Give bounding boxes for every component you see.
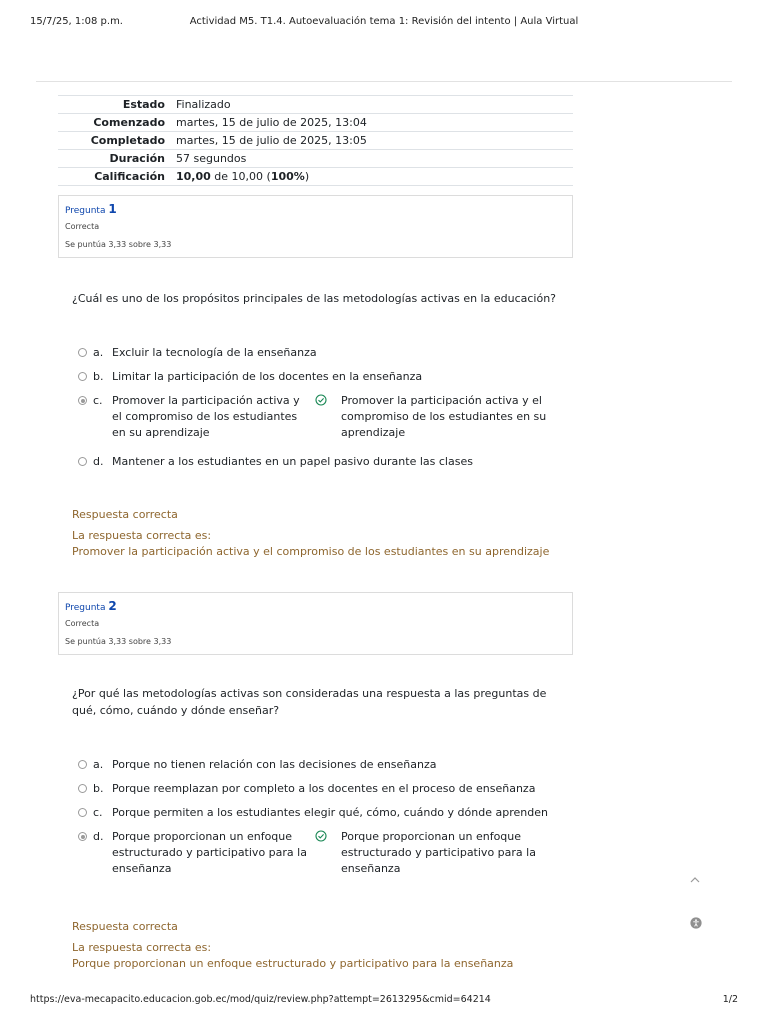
grade-end: ) <box>304 170 310 183</box>
grade-score: 10,00 <box>176 170 211 183</box>
option-feedback: Porque proporcionan un enfoque estructurado y participativo para la enseñanza <box>341 830 536 875</box>
answer-option[interactable] <box>78 454 558 470</box>
grade-percent: 100% <box>270 170 305 183</box>
question-number <box>65 202 117 216</box>
outcome-status: Respuesta correcta <box>72 508 178 521</box>
radio-button-checked[interactable] <box>78 832 87 841</box>
radio-button[interactable] <box>78 808 87 817</box>
print-date: 15/7/25, 1:08 p.m. <box>30 16 123 27</box>
answer-option[interactable] <box>78 805 558 821</box>
question-grade: Se puntúa 3,33 sobre 3,33 <box>65 637 172 646</box>
top-divider <box>36 81 732 82</box>
summary-value: martes, 15 de julio de 2025, 13:05 <box>176 134 367 147</box>
summary-row-completado <box>58 132 573 150</box>
grade-mid: de 10,00 ( <box>210 170 271 183</box>
option-text: Mantener a los estudiantes en un papel pasivo durante las clases <box>112 455 473 468</box>
question-state: Correcta <box>65 222 100 231</box>
option-letter: c. <box>93 806 103 819</box>
option-text: Porque permiten a los estudiantes elegir qué, cómo, cuándo y dónde aprenden <box>112 806 548 819</box>
answer-option-selected[interactable] <box>78 829 558 877</box>
chevron-up-icon[interactable] <box>688 873 702 887</box>
radio-button[interactable] <box>78 457 87 466</box>
question-number <box>65 599 117 613</box>
summary-label: Estado <box>122 98 165 111</box>
option-letter: b. <box>93 370 104 383</box>
question-label: Pregunta <box>65 603 106 613</box>
summary-row-calificacion <box>58 168 573 186</box>
right-answer-label: La respuesta correcta es: <box>72 529 212 542</box>
check-circle-icon <box>315 394 327 406</box>
option-letter: d. <box>93 455 104 468</box>
question-label: Pregunta <box>65 206 106 216</box>
option-letter: d. <box>93 830 104 843</box>
option-letter: b. <box>93 782 104 795</box>
print-page-number: 1/2 <box>722 994 738 1005</box>
summary-row-estado <box>58 96 573 114</box>
radio-button-checked[interactable] <box>78 396 87 405</box>
print-header <box>30 16 738 30</box>
question-state: Correcta <box>65 619 100 628</box>
right-answer: Promover la participación activa y el compromiso de los estudiantes en su aprendizaje <box>72 545 550 558</box>
accessibility-icon[interactable] <box>690 917 702 929</box>
question-number-value: 2 <box>108 599 117 613</box>
print-footer <box>30 994 738 1008</box>
summary-value <box>175 168 573 186</box>
question-number-value: 1 <box>108 202 117 216</box>
attempt-summary-table <box>58 95 573 186</box>
question-outcome <box>72 507 592 560</box>
question-text: ¿Por qué las metodologías activas son consideradas una respuesta a las preguntas de qué, cómo, cuándo y dónde enseñar? <box>72 687 547 717</box>
option-letter: c. <box>93 394 103 407</box>
summary-label: Completado <box>90 134 165 147</box>
check-circle-icon <box>315 830 327 842</box>
question-info-2 <box>58 592 573 655</box>
print-url: https://eva-mecapacito.educacion.gob.ec/mod/quiz/review.php?attempt=2613295&cmid=64214 <box>30 994 491 1005</box>
answer-option[interactable] <box>78 781 558 797</box>
question-info-1 <box>58 195 573 258</box>
summary-row-duracion <box>58 150 573 168</box>
option-text: Excluir la tecnología de la enseñanza <box>112 346 317 359</box>
outcome-status: Respuesta correcta <box>72 920 178 933</box>
option-feedback: Promover la participación activa y el compromiso de los estudiantes en su aprendizaje <box>341 394 547 439</box>
summary-value: martes, 15 de julio de 2025, 13:04 <box>176 116 367 129</box>
option-text: Porque no tienen relación con las decisiones de enseñanza <box>112 758 437 771</box>
option-text: Porque proporcionan un enfoque estructurado y participativo para la enseñanza <box>112 830 307 875</box>
option-letter: a. <box>93 346 104 359</box>
radio-button[interactable] <box>78 372 87 381</box>
radio-button[interactable] <box>78 760 87 769</box>
option-text: Limitar la participación de los docentes en la enseñanza <box>112 370 423 383</box>
option-text: Promover la participación activa y el compromiso de los estudiantes en su aprendizaje <box>112 394 300 439</box>
summary-value: 57 segundos <box>176 152 247 165</box>
option-text: Porque reemplazan por completo a los docentes en el proceso de enseñanza <box>112 782 536 795</box>
answer-option[interactable] <box>78 345 558 361</box>
summary-row-comenzado <box>58 114 573 132</box>
question-outcome <box>72 919 592 972</box>
summary-label: Calificación <box>94 170 165 183</box>
question-text: ¿Cuál es uno de los propósitos principales de las metodologías activas en la educación? <box>72 292 557 305</box>
radio-button[interactable] <box>78 348 87 357</box>
answer-option[interactable] <box>78 757 558 773</box>
answer-option[interactable] <box>78 369 558 385</box>
right-answer-label: La respuesta correcta es: <box>72 941 212 954</box>
summary-label: Duración <box>109 152 165 165</box>
answer-option-selected[interactable] <box>78 393 558 441</box>
right-answer: Porque proporcionan un enfoque estructurado y participativo para la enseñanza <box>72 957 514 970</box>
print-title: Actividad M5. T1.4. Autoevaluación tema 1: Revisión del intento | Aula Virtual <box>189 16 579 27</box>
option-letter: a. <box>93 758 104 771</box>
question-grade: Se puntúa 3,33 sobre 3,33 <box>65 240 172 249</box>
summary-label: Comenzado <box>93 116 165 129</box>
radio-button[interactable] <box>78 784 87 793</box>
summary-value: Finalizado <box>176 98 231 111</box>
